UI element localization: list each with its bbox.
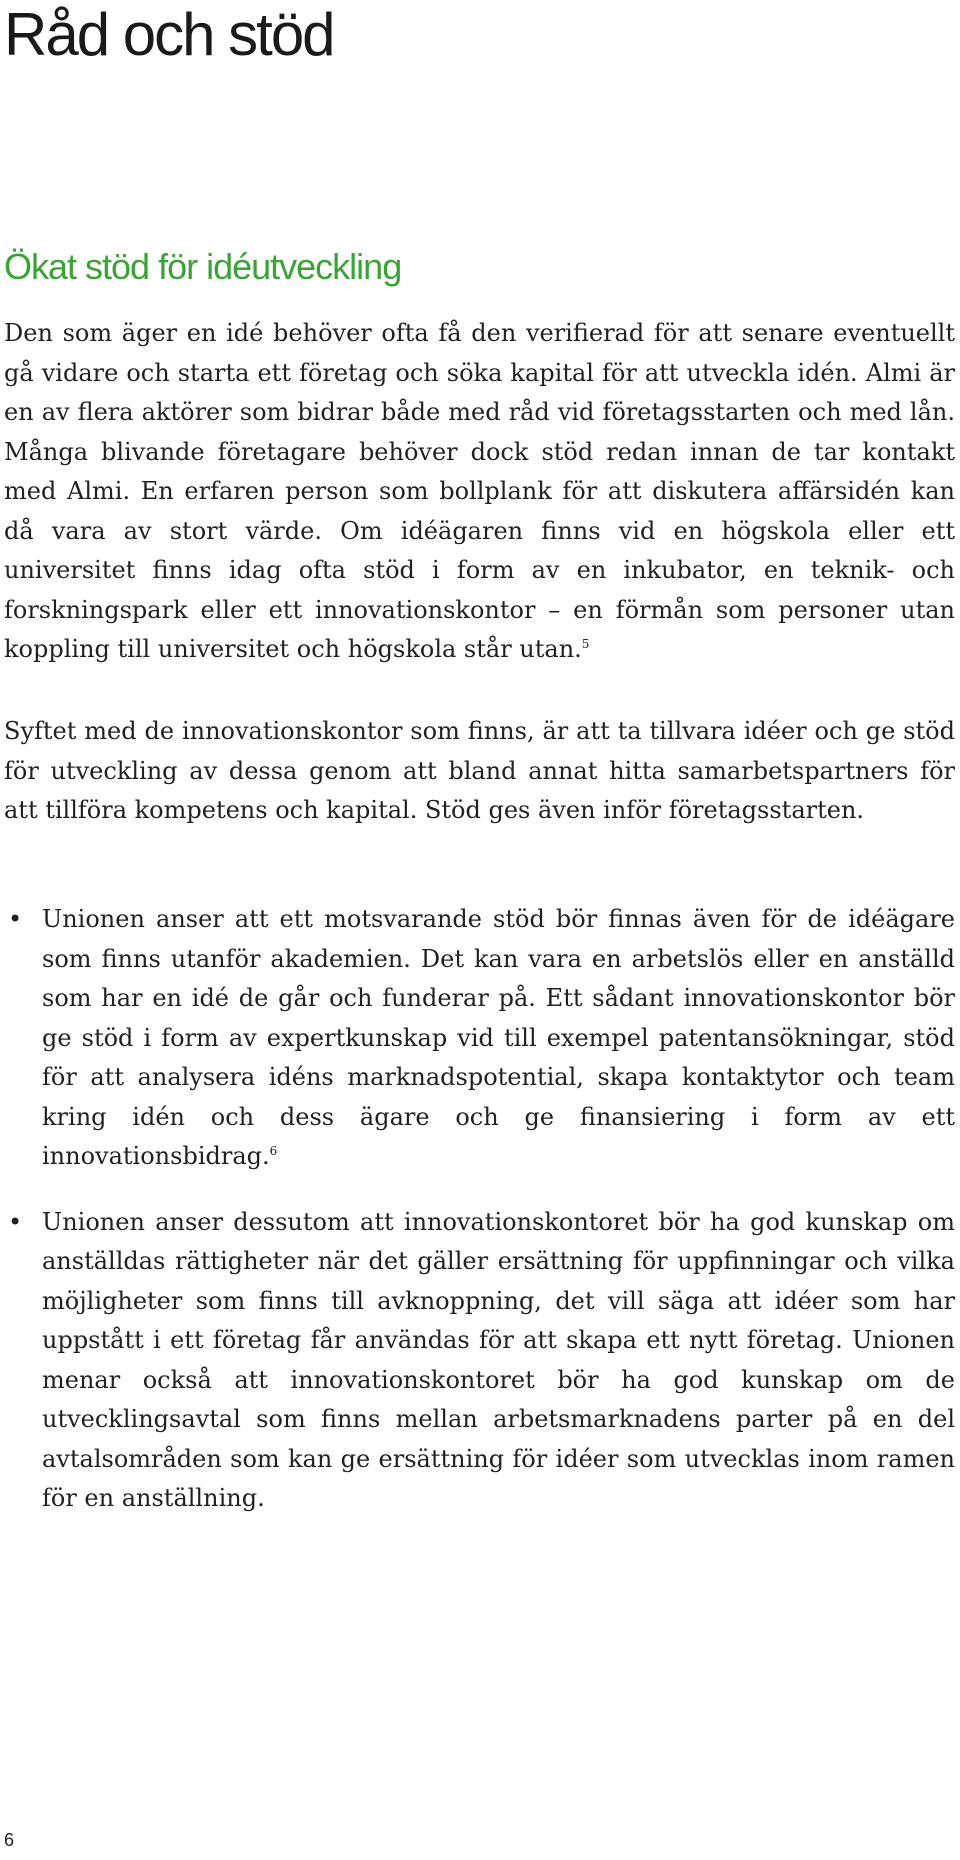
list-item <box>4 900 955 1177</box>
page-header: Råd och stöd <box>4 1 334 68</box>
bullet-icon: • <box>8 1207 23 1236</box>
list-item-text: Unionen anser att ett motsvarande stöd bör finnas även för de idéägare som finns utanför akademien. Det kan vara en arbetslös eller en anställd som har en idé de går och funderar på. Ett sådant innovationskontor bör ge stöd i form av expertkunskap vid till exempel patentansökningar, stöd för att analysera idéns marknadspotential, skapa kontaktytor och team kring idén och dess ägare och ge finansiering i form av ett innovationsbidrag. <box>42 905 955 1170</box>
paragraph-intro <box>4 314 955 670</box>
paragraph-intro-text: Den som äger en idé behöver ofta få den verifierad för att senare eventuellt gå vidare och starta ett företag och söka kapital för att utveckla idén. Almi är en av flera aktörer som bidrar både med råd vid företagsstarten och med lån. Många blivande företagare behöver dock stöd redan innan de tar kontakt med Almi. En erfaren person som bollplank för att diskutera affärsidén kan då vara av stort värde. Om idéägaren finns vid en högskola eller ett universitet finns idag ofta stöd i form av en inkubator, en teknik- och forskningspark eller ett innovationskontor – en förmån som personer utan koppling till universitet och högskola står utan. <box>4 319 955 663</box>
list-item-text: Unionen anser dessutom att innovationskontoret bör ha god kunskap om anställdas rättigheter när det gäller ersättning för uppfinningar och vilka möjligheter som finns till avknoppning, det vill säga att idéer som har uppstått i ett företag får användas för att skapa ett nytt företag. Unionen menar också att innovationskontoret bör ha god kunskap om de utvecklingsavtal som finns mellan arbetsmarknadens parter på en del avtalsområden som kan ge ersättning för idéer som utvecklas inom ramen för en anställning. <box>42 1207 955 1512</box>
page-number: 6 <box>4 1830 15 1850</box>
section-heading: Ökat stöd för idéutveckling <box>4 246 402 287</box>
list-item <box>4 1203 955 1519</box>
bullet-list <box>4 900 955 1545</box>
paragraph-purpose: Syftet med de innovationskontor som finns, är att ta tillvara idéer och ge stöd för utveckling av dessa genom att bland annat hitta samarbetspartners för att tillföra kompetens och kapital. Stöd ges även inför företagsstarten. <box>4 717 955 824</box>
footnote-marker: 6 <box>269 1144 278 1158</box>
footnote-marker: 5 <box>581 637 590 651</box>
bullet-icon: • <box>8 905 23 933</box>
